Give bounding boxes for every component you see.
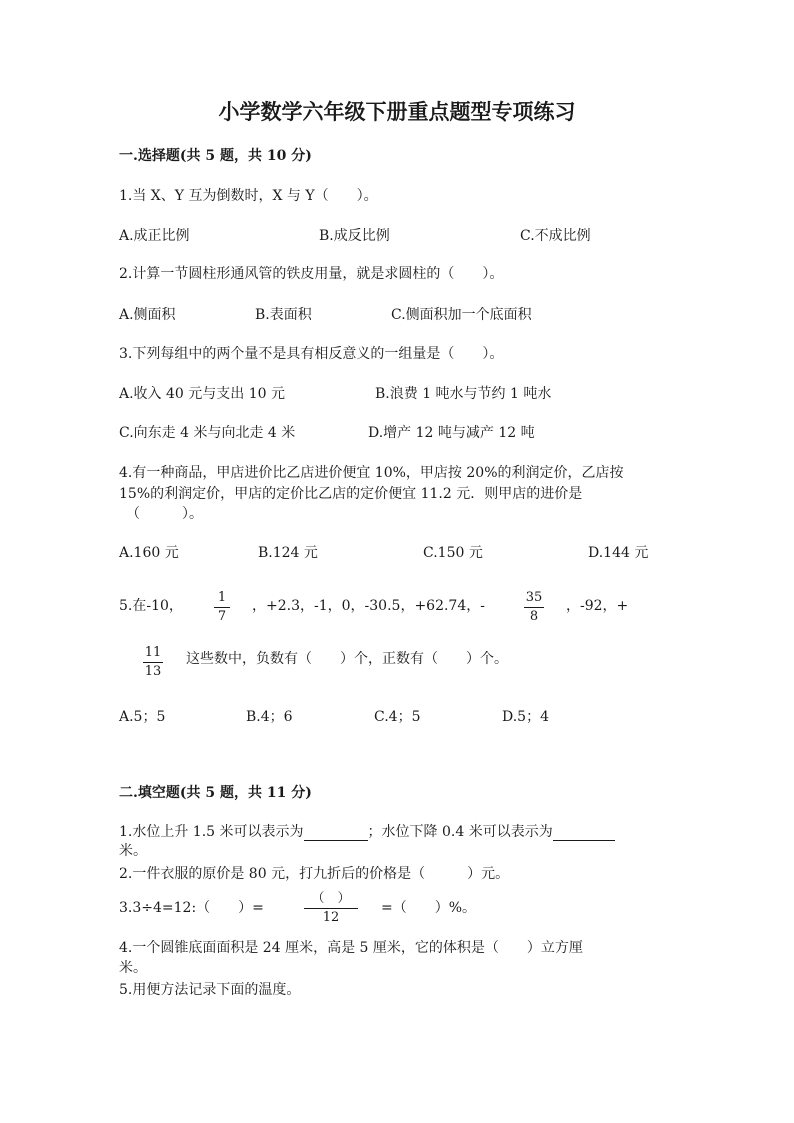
question-2-text: 2.计算一节圆柱形通风管的铁皮用量，就是求圆柱的（ ）。 [119, 266, 504, 282]
fill-question-1-part-1: 1.水位上升 1.5 米可以表示为 [119, 824, 304, 840]
page-title: 小学数学六年级下册重点题型专项练习 [218, 99, 576, 124]
fill-question-4-line-1: 4.一个圆锥底面面积是 24 厘米，高是 5 厘米，它的体积是（ ）立方厘 [119, 940, 583, 956]
fill-question-4-line-2: 米。 [119, 960, 147, 976]
question-4-option-b: B.124 元 [258, 545, 318, 561]
question-1-text: 1.当 X、Y 互为倒数时，X 与 Y（ ）。 [119, 188, 378, 204]
question-5-option-c: C.4；5 [374, 709, 421, 725]
fraction-denominator: 13 [144, 664, 162, 679]
fraction-numerator: 1 [217, 590, 227, 605]
question-5-part-3: ，-92，+ [566, 598, 629, 614]
answer-blank[interactable] [304, 826, 368, 841]
question-1-option-a: A.成正比例 [119, 228, 190, 244]
question-5-part-2: ，+2.3，-1，0，-30.5，+62.74，- [252, 598, 485, 614]
fraction-one-seventh [214, 590, 230, 625]
question-4-option-a: A.160 元 [119, 545, 179, 561]
fraction-bar [304, 908, 358, 909]
question-2-option-c: C.侧面积加一个底面积 [391, 307, 532, 323]
question-2-option-a: A.侧面积 [119, 307, 176, 323]
question-3-option-d: D.增产 12 吨与减产 12 吨 [368, 425, 535, 441]
question-3-text: 3.下列每组中的两个量不是具有相反意义的一组量是（ ）。 [119, 346, 504, 362]
fraction-numerator: 11 [144, 645, 162, 660]
fraction-numerator: （ ） [311, 891, 351, 906]
fraction-denominator: 12 [322, 910, 340, 925]
fill-question-3-part-2: =（ ）%。 [381, 900, 477, 916]
fraction-bar [214, 607, 230, 608]
fill-question-1-part-2: ；水位下降 0.4 米可以表示为 [367, 824, 553, 840]
question-5-option-b: B.4；6 [246, 709, 293, 725]
question-1-option-b: B.成反比例 [319, 228, 390, 244]
section-heading-choice: 一.选择题(共 5 题，共 10 分) [119, 148, 312, 164]
fraction-eleven-thirteenths [143, 645, 163, 680]
question-5-option-a: A.5；5 [119, 709, 166, 725]
question-4-option-d: D.144 元 [588, 545, 649, 561]
fraction-bar [524, 607, 544, 608]
question-5-part-1: 5.在-10， [119, 598, 183, 614]
fraction-denominator: 8 [529, 609, 539, 624]
question-4-line-1: 4.有一种商品，甲店进价比乙店进价便宜 10%，甲店按 20%的利润定价，乙店按 [119, 465, 624, 481]
question-4-line-2: 15%的利润定价，甲店的定价比乙店的定价便宜 11.2 元．则甲店的进价是 [119, 486, 583, 502]
fraction-denominator: 7 [217, 609, 227, 624]
question-3-option-b: B.浪费 1 吨水与节约 1 吨水 [375, 386, 552, 402]
question-4-option-c: C.150 元 [423, 545, 483, 561]
fill-question-1-line-1 [119, 823, 615, 841]
fill-question-1-part-3: 米。 [119, 843, 147, 859]
question-5-option-d: D.5；4 [502, 709, 549, 725]
answer-blank[interactable] [553, 826, 615, 841]
question-4-line-3: （ ）。 [126, 506, 203, 522]
fraction-blank-over-twelve [304, 891, 358, 926]
question-2-option-b: B.表面积 [255, 307, 312, 323]
fraction-numerator: 35 [525, 590, 543, 605]
section-heading-fill-in: 二.填空题(共 5 题，共 11 分) [119, 785, 312, 801]
fill-question-3-part-1: 3.3÷4=12:（ ）= [119, 900, 264, 916]
fill-question-5-text: 5.用便方法记录下面的温度。 [119, 982, 301, 998]
question-3-option-c: C.向东走 4 米与向北走 4 米 [119, 425, 296, 441]
question-5-part-4: 这些数中，负数有（ ）个，正数有（ ）个。 [186, 651, 508, 667]
fraction-bar [143, 662, 163, 663]
question-3-option-a: A.收入 40 元与支出 10 元 [119, 386, 285, 402]
question-1-option-c: C.不成比例 [520, 228, 591, 244]
fill-question-2-text: 2.一件衣服的原价是 80 元，打九折后的价格是（ ）元。 [119, 866, 510, 882]
fraction-thirty-five-eighths [524, 590, 544, 625]
